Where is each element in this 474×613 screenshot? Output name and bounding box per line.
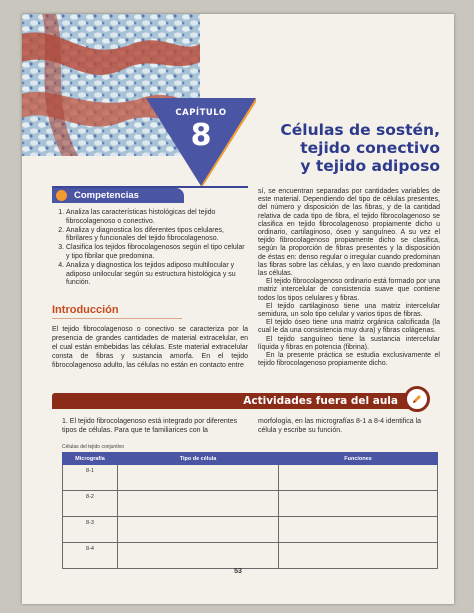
- paragraph: En la presente práctica se estudia exclusivamente el tejido fibrocolagenoso propiamente dicho.: [258, 352, 440, 368]
- competencias-section: [52, 186, 248, 288]
- cells-table: [62, 452, 438, 569]
- cell-type-field[interactable]: [118, 491, 279, 517]
- column-header: Funciones: [279, 453, 438, 465]
- micrograph-id: 8-3: [63, 517, 118, 543]
- question-text-left: 1. El tejido fibrocolagenoso está integrado por diferentes tipos de células. Para que te familiarices con la: [62, 418, 238, 434]
- competencias-list: [52, 209, 248, 288]
- cell-type-field[interactable]: [118, 517, 279, 543]
- title-line-3: y tejido adiposo: [300, 157, 440, 175]
- actividades-banner: [52, 393, 412, 409]
- table-row: [63, 543, 438, 569]
- competencias-heading: [52, 188, 184, 203]
- title-line-1: Células de sostén,: [280, 121, 440, 139]
- intro-heading: Introducción: [52, 304, 182, 319]
- competencias-heading-text: Competencias: [74, 190, 139, 201]
- actividades-heading: Actividades fuera del aula: [243, 395, 398, 407]
- left-column: [52, 186, 248, 370]
- table-row: [63, 491, 438, 517]
- pencil-icon: [404, 386, 430, 412]
- chapter-number: 8: [190, 118, 212, 153]
- paragraph: sí, se encuentran separadas por cantidades variables de este material. Dependiendo del tipo de células presentes, del número y disposición de las fibras, y de la cantidad relativa de cada tipo de fibra, el tejido fibrocolagenoso se clasifica en tejido fibrocolagenoso propiamente dicho u ordinario, cartilaginoso, óseo y sanguíneo. A su vez el tejido fibrocolagenoso propiamente dicho se clasifica, según la proporción de fibras presentes y la disposición de éstas en: denso regular o irregular cuando predominan las fibras sobre las células, y en laxo cuando predominan las células.: [258, 188, 440, 278]
- list-item: 3. Clasifica los tejidos fibrocolagenosos según el tipo celular y tipo fibrilar que predomina.: [66, 244, 248, 261]
- cell-type-field[interactable]: [118, 465, 279, 491]
- micrograph-id: 8-4: [63, 543, 118, 569]
- table-header-row: [63, 453, 438, 465]
- micrograph-id: 8-1: [63, 465, 118, 491]
- intro-paragraph: El tejido fibrocolagenoso o conectivo se caracteriza por la presencia de grandes cantidades de material extracelular, en el cual están embebidas las células. Este material extracelular consta de fibras y sustancia amorfa. En el tejido fibrocolagenoso adulto, las células no están en contacto entre: [52, 325, 248, 369]
- cell-type-field[interactable]: [118, 543, 279, 569]
- list-item: 1. Analiza las características histológicas del tejido fibrocolagenoso o conectivo.: [66, 209, 248, 226]
- function-field[interactable]: [279, 491, 438, 517]
- paragraph: El tejido fibrocolagenoso ordinario está formado por una matriz intercelular de consistencia suave que contiene todos los tipos celulares y fibras.: [258, 278, 440, 302]
- column-header: Tipo de célula: [118, 453, 279, 465]
- function-field[interactable]: [279, 517, 438, 543]
- book-page: [22, 14, 454, 604]
- function-field[interactable]: [279, 465, 438, 491]
- question-text-right: morfología, en las micrografías 8-1 a 8-4 identifica la célula y escribe su función.: [258, 418, 422, 434]
- page-number: 53: [234, 568, 242, 575]
- paragraph: El tejido sanguíneo tiene la sustancia intercelular líquida y fibras en potencia (fibrina).: [258, 335, 440, 351]
- table-row: [63, 465, 438, 491]
- chapter-badge: [146, 98, 256, 188]
- right-column: [258, 188, 440, 368]
- page-title: [268, 121, 440, 175]
- paragraph: El tejido cartilaginoso tiene una matriz intercelular semidura, un solo tipo celular y varios tipos de fibras.: [258, 302, 440, 319]
- column-header: Micrografía: [63, 453, 118, 465]
- list-item: 4. Analiza y diagnostica los tejidos adiposo multilocular y adiposo unilocular según su estructura histológica y su función.: [66, 262, 248, 288]
- title-line-2: tejido conectivo: [300, 139, 440, 157]
- micrograph-id: 8-2: [63, 491, 118, 517]
- chapter-label: CAPÍTULO: [175, 108, 227, 118]
- table-caption: Células del tejido conjuntivo: [62, 444, 124, 450]
- bullet-dot-icon: [56, 190, 67, 201]
- table-row: [63, 517, 438, 543]
- list-item: 2. Analiza y diagnostica los diferentes tipos celulares, fibrilares y funcionales del tejido fibrocolagenoso.: [66, 227, 248, 244]
- function-field[interactable]: [279, 543, 438, 569]
- paragraph: El tejido óseo tiene una matriz orgánica calcificada (la cual le da una consistencia muy dura) y fibras colágenas.: [258, 319, 440, 335]
